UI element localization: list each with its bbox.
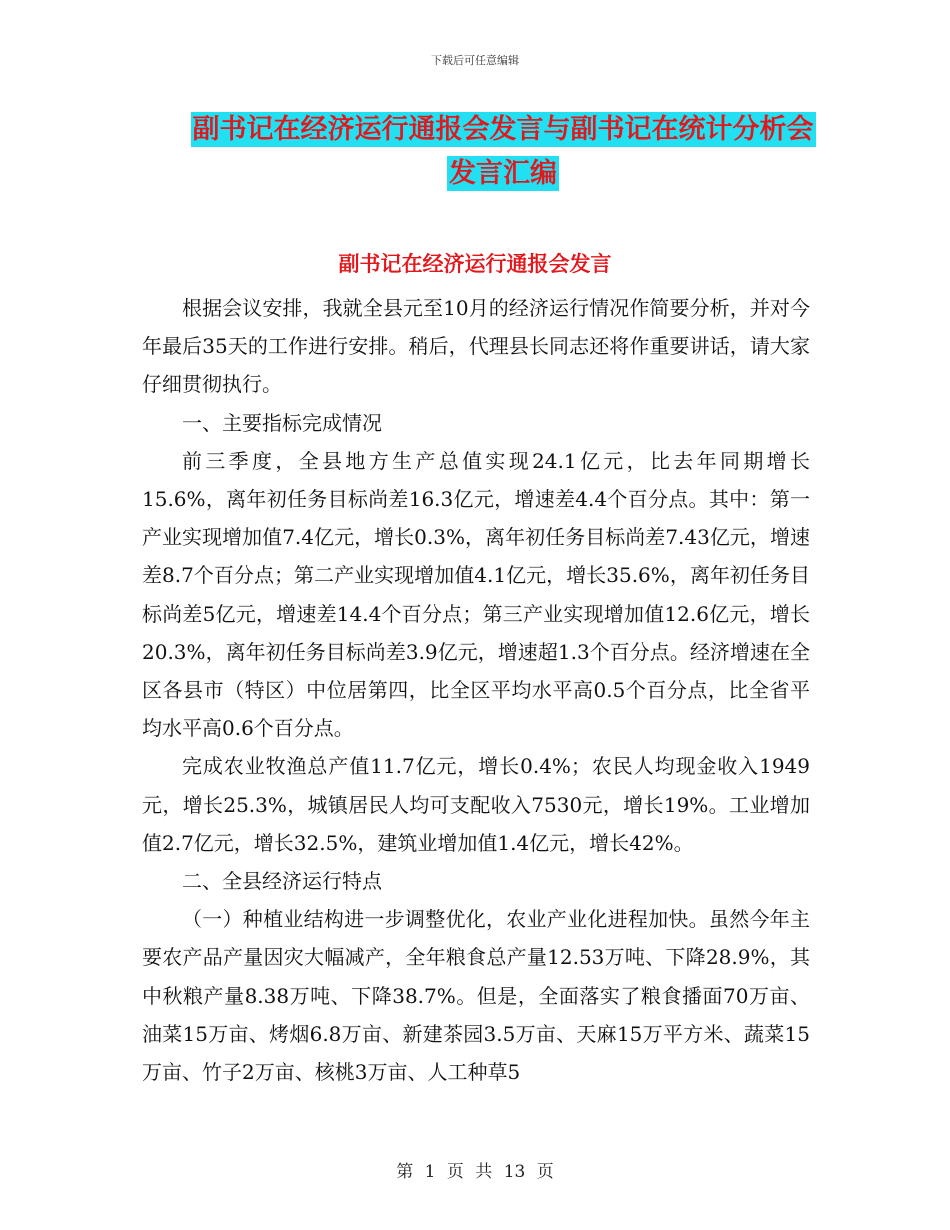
paragraph-gdp: 前三季度，全县地方生产总值实现24.1亿元，比去年同期增长15.6%，离年初任务目标尚差16.3亿元，增速差4.4个百分点。其中：第一产业实现增加值7.4亿元，增长0.3%，离年初任务目标尚差7.43亿元，增速差8.7个百分点；第二产业实现增加值4.1亿元，增长35.6%，离年初任务目标尚差5亿元，增速差14.4个百分点；第三产业实现增加值12.6亿元，增长20.3%，离年初任务目标尚差3.9亿元，增速超1.3个百分点。经济增速在全区各县市（特区）中位居第四，比全区平均水平高0.5个百分点，比全省平均水平高0.6个百分点。 bbox=[142, 448, 810, 741]
document-title-line-2: 发言汇编 bbox=[449, 158, 557, 189]
document-title-line-1: 副书记在经济运行通报会发言与副书记在统计分析会 bbox=[192, 114, 814, 145]
paragraph-agriculture: （一）种植业结构进一步调整优化，农业产业化进程加快。虽然今年主要农产品产量因灾大幅减产，全年粮食总产量12.53万吨、下降28.9%，其中秋粮产量8.38万吨、下降38.7%。但是，全面落实了粮食播面70万亩、油菜15万亩、烤烟6.8万亩、新建茶园3.5万亩、天麻15万平方米、蔬菜15万亩、竹子2万亩、核桃3万亩、人工种草5 bbox=[142, 907, 810, 1085]
page-number: 第 1 页 共 13 页 bbox=[396, 1162, 554, 1182]
heading-main-indicators: 一、主要指标完成情况 bbox=[182, 410, 382, 435]
paragraph-output-income: 完成农业牧渔总产值11.7亿元，增长0.4%；农民人均现金收入1949元，增长25.3%，城镇居民人均可支配收入7530元，增长19%。工业增加值2.7亿元，增长32.5%，建筑业增加值1.4亿元，增长42%。 bbox=[142, 754, 810, 855]
header-note: 下载后可任意编辑 bbox=[431, 54, 519, 67]
document-title bbox=[142, 108, 864, 196]
section-title: 副书记在经济运行通报会发言 bbox=[338, 252, 612, 276]
document-body bbox=[142, 289, 810, 1091]
heading-economic-features: 二、全县经济运行特点 bbox=[182, 869, 382, 894]
paragraph-intro: 根据会议安排，我就全县元至10月的经济运行情况作简要分析，并对今年最后35天的工作进行安排。稍后，代理县长同志还将作重要讲话，请大家仔细贯彻执行。 bbox=[142, 296, 810, 397]
